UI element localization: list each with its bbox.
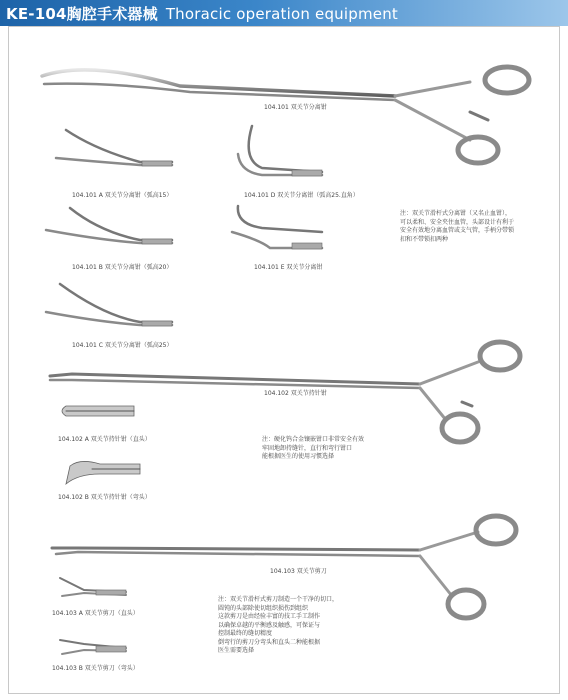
note-103-line: 医生需要选择	[218, 647, 255, 654]
caption-103: 104.103 双关节剪刀	[270, 568, 327, 575]
title-chinese: KE-104胸腔手术器械	[6, 5, 158, 23]
caption-103-a: 104.103 A 双关节剪刀（直头）	[52, 610, 139, 617]
note-103-line: 倒弯行的剪刀分弯头和直头二种能根据	[218, 638, 321, 646]
needle-holder-102-a	[62, 406, 134, 416]
note-103-line: 控制最终的缝切精度	[218, 630, 273, 637]
note-103	[218, 596, 338, 656]
note-101	[400, 210, 514, 244]
note-103-line: 这款剪刀是由经验丰富的技工手工制作	[218, 613, 321, 620]
note-103-line: 圆钝的头部除使切组织损伤到组织	[218, 604, 309, 612]
note-101-line: 注：双关节滑杆式分离钳（又名止血钳），	[400, 210, 512, 217]
forceps-101-d	[238, 126, 322, 176]
caption-101-d: 104.101 D 双关节分离钳（弧高25.直角）	[244, 192, 359, 199]
caption-103-b: 104.103 B 双关节剪刀（弯头）	[52, 665, 139, 672]
note-103-line: 注：双关节滑杆式剪刀制造一个干净的切口，	[218, 596, 339, 603]
forceps-101-c	[46, 284, 172, 326]
note-102-line: 注：硬化钨合金镶嵌钳口非常安全有效	[262, 436, 365, 443]
note-101-line: 扣和不带锁扣两种	[400, 235, 449, 243]
caption-101: 104.101 双关节分离钳	[264, 104, 327, 111]
scissors-103-b	[60, 640, 126, 654]
note-102-line: 能根据医生的使用习惯选择	[262, 453, 335, 460]
note-102-line: 牢固地卸持缝针，直行和弯行钳口	[262, 444, 353, 452]
caption-101-e: 104.101 E 双关节分离钳	[254, 264, 323, 271]
caption-102-b: 104.102 B 双关节持针钳（弯头）	[58, 494, 151, 501]
note-102	[262, 436, 364, 462]
title-english: Thoracic operation equipment	[165, 5, 399, 23]
caption-102-a: 104.102 A 双关节持针钳（直头）	[58, 436, 151, 443]
forceps-101-b	[46, 208, 172, 244]
note-101-line: 安全有效地分离血管或支气管，手柄分带锁	[400, 227, 515, 234]
needle-holder-102-b	[66, 461, 140, 484]
note-103-line: 以确保卓越的平衡感及触感，可保证与	[218, 621, 321, 629]
scissors-103-a	[60, 578, 126, 596]
caption-102: 104.102 双关节持针钳	[264, 390, 327, 397]
forceps-101-e	[232, 206, 322, 249]
forceps-101-a	[56, 130, 172, 166]
forceps-101-main	[42, 67, 529, 163]
note-101-line: 可以柔和、安全夹住血管，头部设计有利于	[400, 218, 515, 226]
caption-101-b: 104.101 B 双关节分离钳（弧高20）	[72, 264, 173, 271]
caption-101-a: 104.101 A 双关节分离钳（弧高15）	[72, 192, 173, 199]
caption-101-c: 104.101 C 双关节分离钳（弧高25）	[72, 342, 173, 349]
